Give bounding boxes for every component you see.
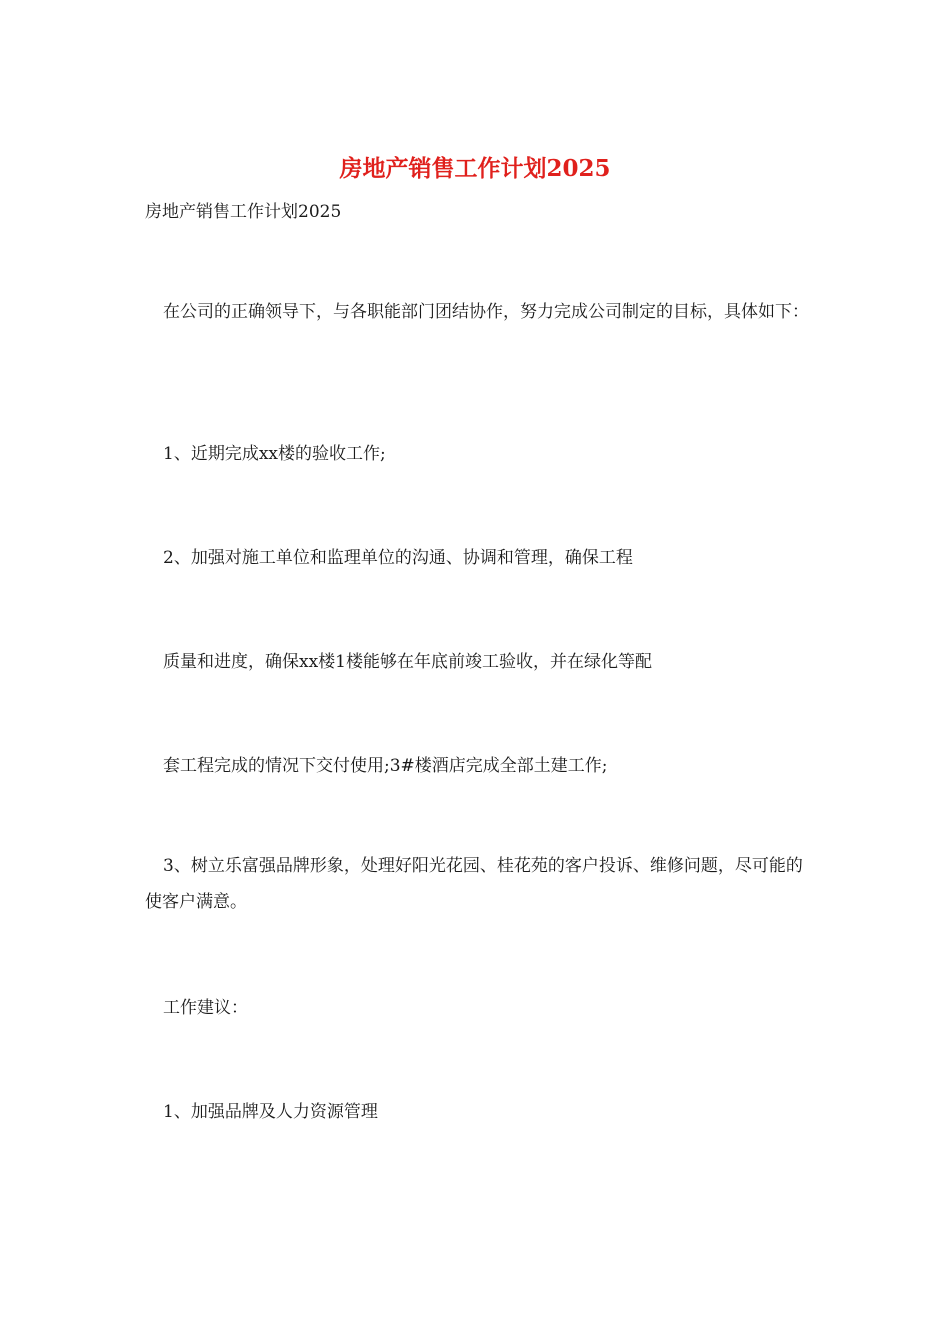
suggestions-heading: 工作建议： [163,998,248,1018]
plan-item-3: 3、树立乐富强品牌形象，处理好阳光花园、桂花苑的客户投诉、维修问题，尽可能的使客户满意。 [145,856,803,912]
suggestion-item-1: 1、加强品牌及人力资源管理 [163,1102,378,1122]
intro-paragraph: 在公司的正确领导下，与各职能部门团结协作，努力完成公司制定的目标，具体如下： [163,302,809,322]
document-subtitle: 房地产销售工作计划2025 [145,202,342,222]
plan-item-2-line-1: 2、加强对施工单位和监理单位的沟通、协调和管理，确保工程 [163,548,633,568]
document-title: 房地产销售工作计划2025 [339,155,611,182]
plan-item-1: 1、近期完成xx楼的验收工作; [163,444,386,464]
plan-item-2-line-2: 质量和进度，确保xx楼1楼能够在年底前竣工验收，并在绿化等配 [163,652,652,672]
plan-item-2-line-3: 套工程完成的情况下交付使用;3#楼酒店完成全部土建工作; [163,756,608,776]
